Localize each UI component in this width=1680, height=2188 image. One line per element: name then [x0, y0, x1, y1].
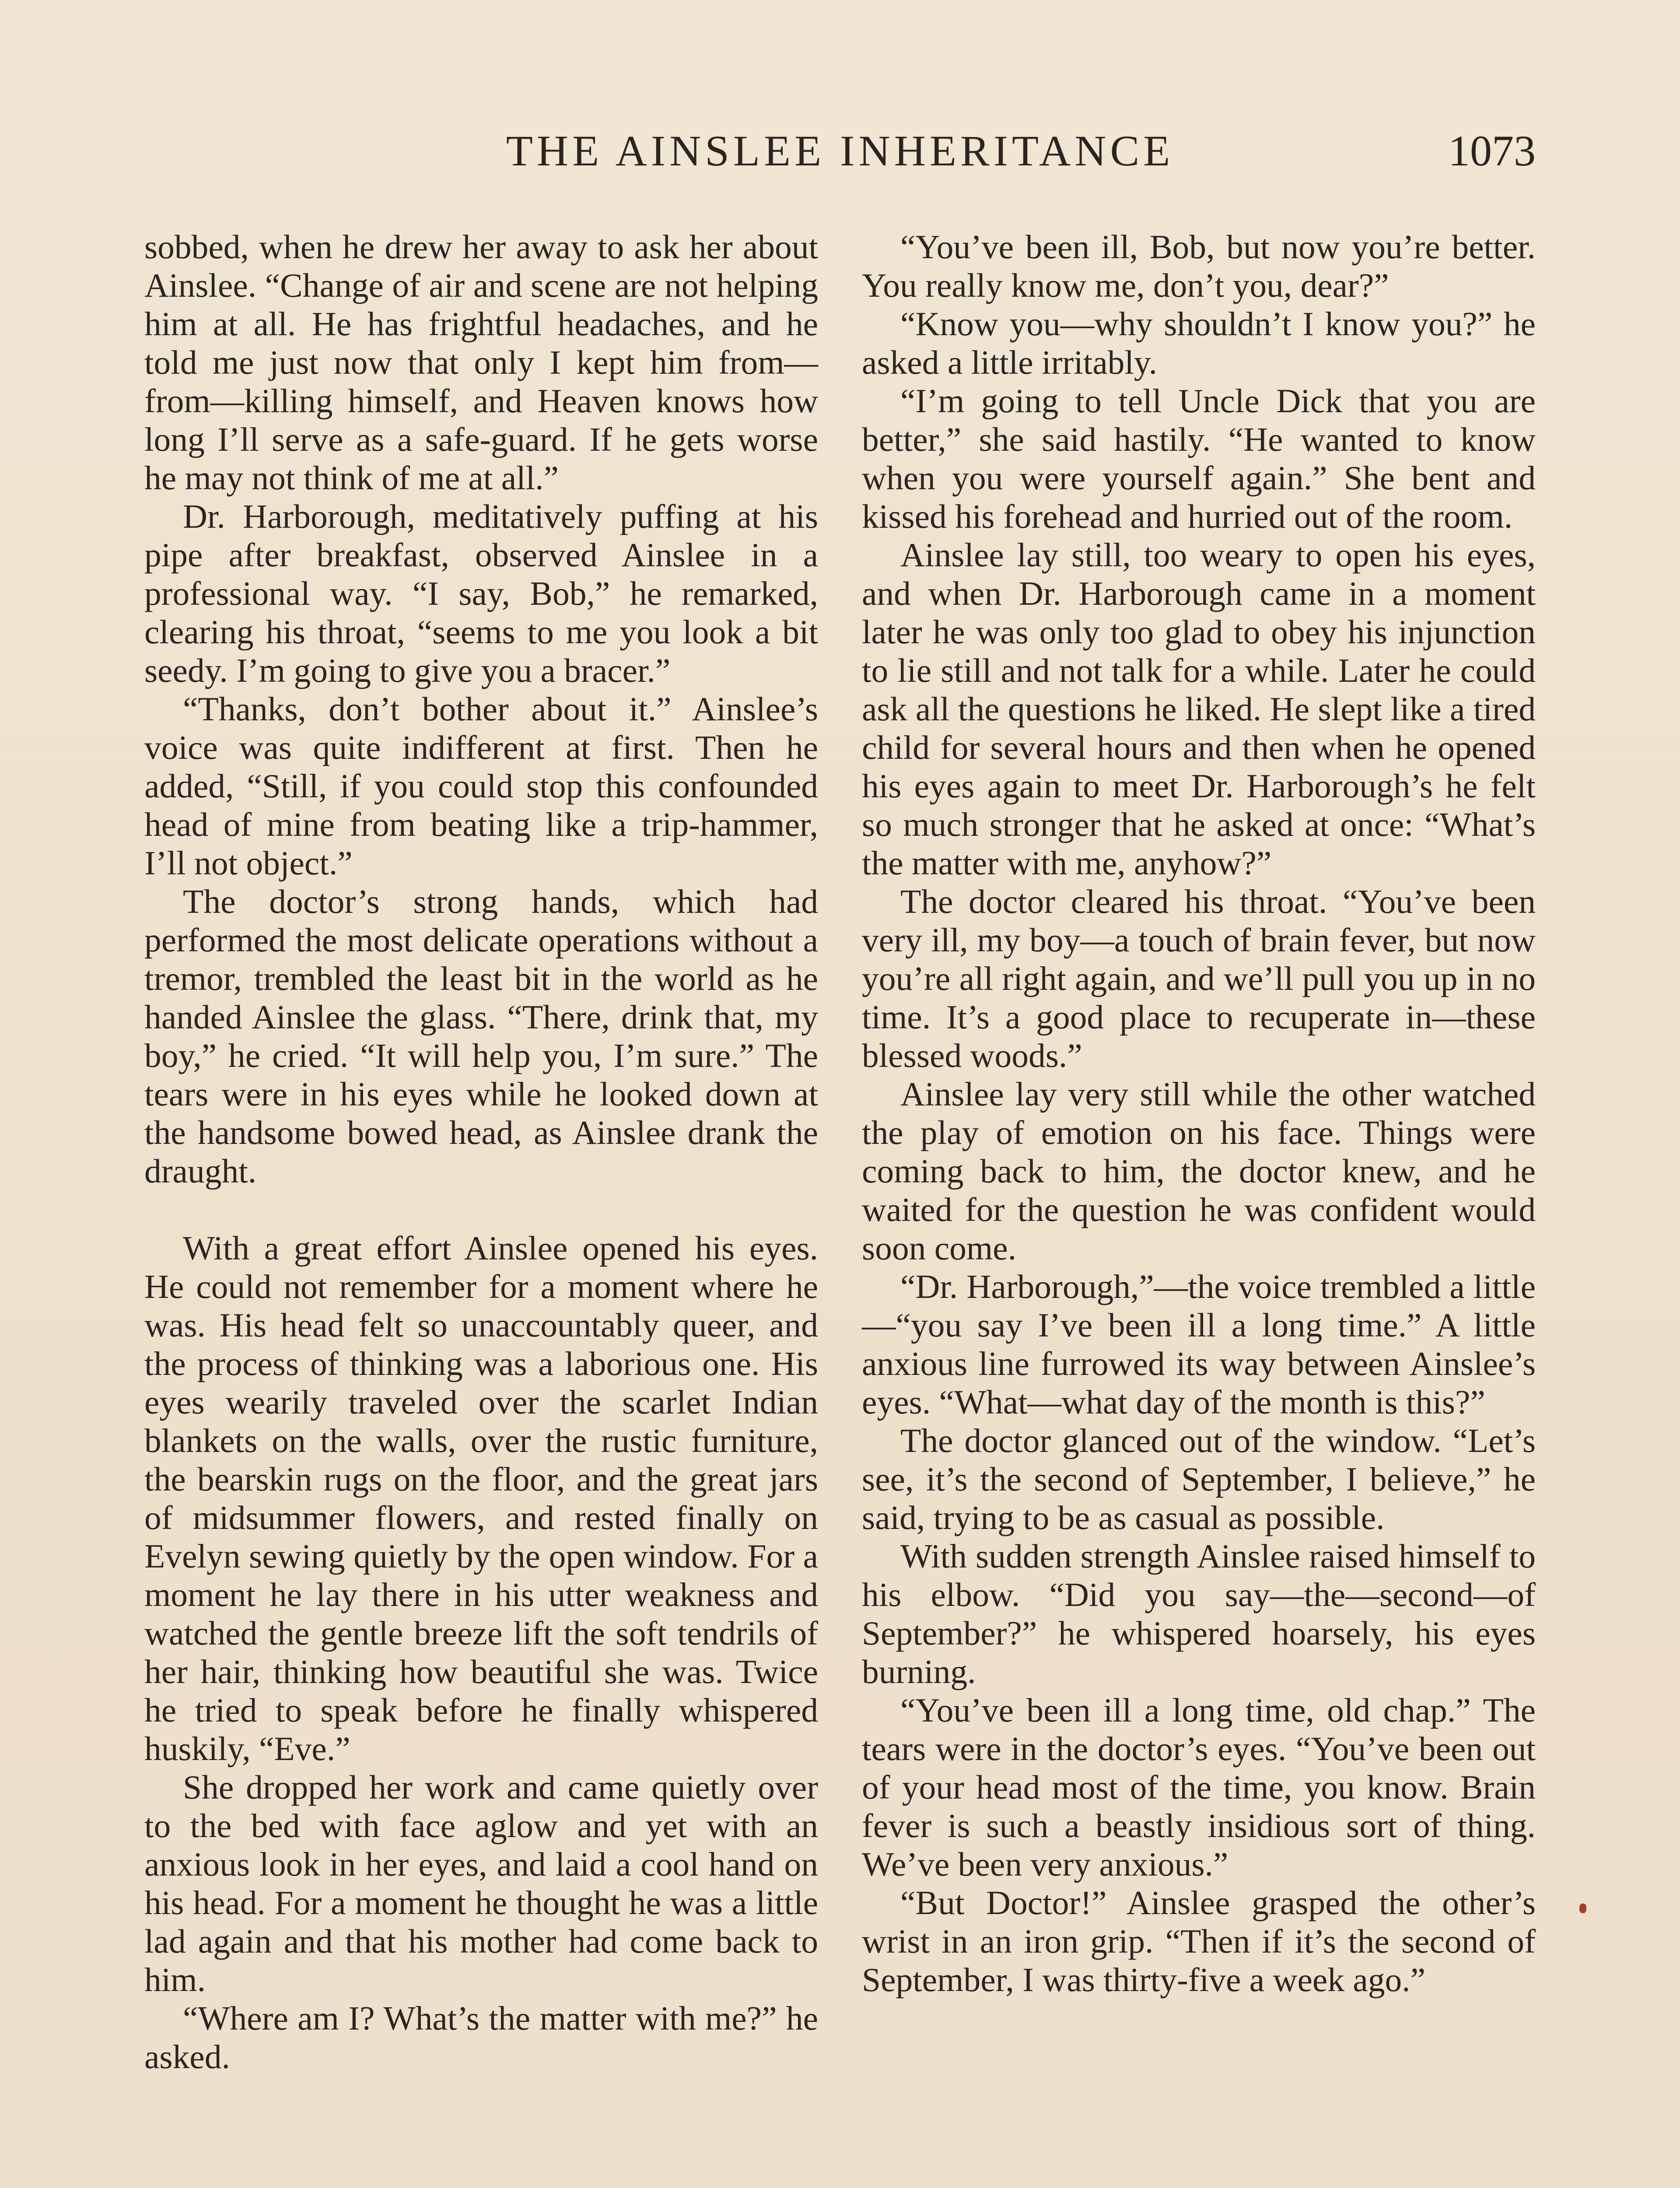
- paragraph: The doctor’s strong hands, which had performed the most delicate operations without a tremor, trembled the least bit in the world as he handed Ainslee the glass. “There, drink that, my boy,” he cried. “It will help you, I’m sure.” The tears were in his eyes while he looked down at the handsome bowed head, as Ainslee drank the draught.: [144, 883, 818, 1190]
- page-number: 1073: [1448, 126, 1536, 175]
- paragraph: “Where am I? What’s the matter with me?” he asked.: [144, 1999, 818, 2076]
- paragraph: With sudden strength Ainslee raised himself to his elbow. “Did you say—the—second—of September?” he whispered hoarsely, his eyes burning.: [862, 1537, 1536, 1690]
- paragraph: “You’ve been ill a long time, old chap.” The tears were in the doctor’s eyes. “You’ve been out of your head most of the time, you know. Brain fever is such a beastly insidious sort of thing. We’ve been very anxious.”: [862, 1691, 1536, 1883]
- paragraph: sobbed, when he drew her away to ask her about Ainslee. “Change of air and scene are not helping him at all. He has frightful headaches, and he told me just now that only I kept him from—from—killing himself, and Heaven knows how long I’ll serve as a safe-guard. If he gets worse he may not think of me at all.”: [144, 228, 818, 497]
- paragraph: Ainslee lay very still while the other watched the play of emotion on his face. Things were coming back to him, the doctor knew, and he waited for the question he was confident would soon come.: [862, 1075, 1536, 1267]
- paragraph: “Dr. Harborough,”—the voice trembled a little—“you say I’ve been ill a long time.” A little anxious line furrowed its way between Ainslee’s eyes. “What—what day of the month is this?”: [862, 1268, 1536, 1421]
- paragraph: “I’m going to tell Uncle Dick that you are better,” she said hastily. “He wanted to know when you were yourself again.” She bent and kissed his forehead and hurried out of the room.: [862, 382, 1536, 535]
- paragraph: She dropped her work and came quietly over to the bed with face aglow and yet with an anxious look in her eyes, and laid a cool hand on his head. For a moment he thought he was a little lad again and that his mother had come back to him.: [144, 1768, 818, 1999]
- paragraph: “But Doctor!” Ainslee grasped the other’s wrist in an iron grip. “Then if it’s the second of September, I was thirty-five a week ago.”: [862, 1884, 1536, 1999]
- paragraph: “Know you—why shouldn’t I know you?” he asked a little irritably.: [862, 305, 1536, 381]
- paragraph: The doctor cleared his throat. “You’ve been very ill, my boy—a touch of brain fever, but now you’re all right again, and we’ll pull you up in no time. It’s a good place to recuperate in—these blessed woods.”: [862, 883, 1536, 1074]
- paragraph: With a great effort Ainslee opened his eyes. He could not remember for a moment where he was. His head felt so unaccountably queer, and the process of thinking was a laborious one. His eyes wearily traveled over the scarlet Indian blankets on the walls, over the rustic furniture, the bearskin rugs on the floor, and the great jars of midsummer flowers, and rested finally on Evelyn sewing quietly by the open window. For a moment he lay there in his utter weakness and watched the gentle breeze lift the soft tendrils of her hair, thinking how beautiful she was. Twice he tried to speak before he finally whispered huskily, “Eve.”: [144, 1229, 818, 1767]
- paragraph: “You’ve been ill, Bob, but now you’re better. You really know me, don’t you, dear?”: [862, 228, 1536, 304]
- right-column: [862, 228, 1536, 1999]
- paragraph: Ainslee lay still, too weary to open his eyes, and when Dr. Harborough came in a moment later he was only too glad to obey his injunction to lie still and not talk for a while. Later he could ask all the questions he liked. He slept like a tired child for several hours and then when he opened his eyes again to meet Dr. Harborough’s he felt so much stronger that he asked at once: “What’s the matter with me, anyhow?”: [862, 536, 1536, 882]
- paragraph: The doctor glanced out of the window. “Let’s see, it’s the second of September, I believe,” he said, trying to be as casual as possible.: [862, 1422, 1536, 1536]
- paragraph: “Thanks, don’t bother about it.” Ainslee’s voice was quite indifferent at first. Then he added, “Still, if you could stop this confounded head of mine from beating like a trip-hammer, I’ll not object.”: [144, 690, 818, 882]
- running-head: [144, 118, 1536, 184]
- paragraph: Dr. Harborough, meditatively puffing at his pipe after breakfast, observed Ainslee in a professional way. “I say, Bob,” he remarked, clearing his throat, “seems to me you look a bit seedy. I’m going to give you a bracer.”: [144, 498, 818, 689]
- running-title: THE AINSLEE INHERITANCE: [506, 126, 1174, 175]
- ink-speck: [1579, 1904, 1586, 1913]
- left-column: [144, 228, 818, 2076]
